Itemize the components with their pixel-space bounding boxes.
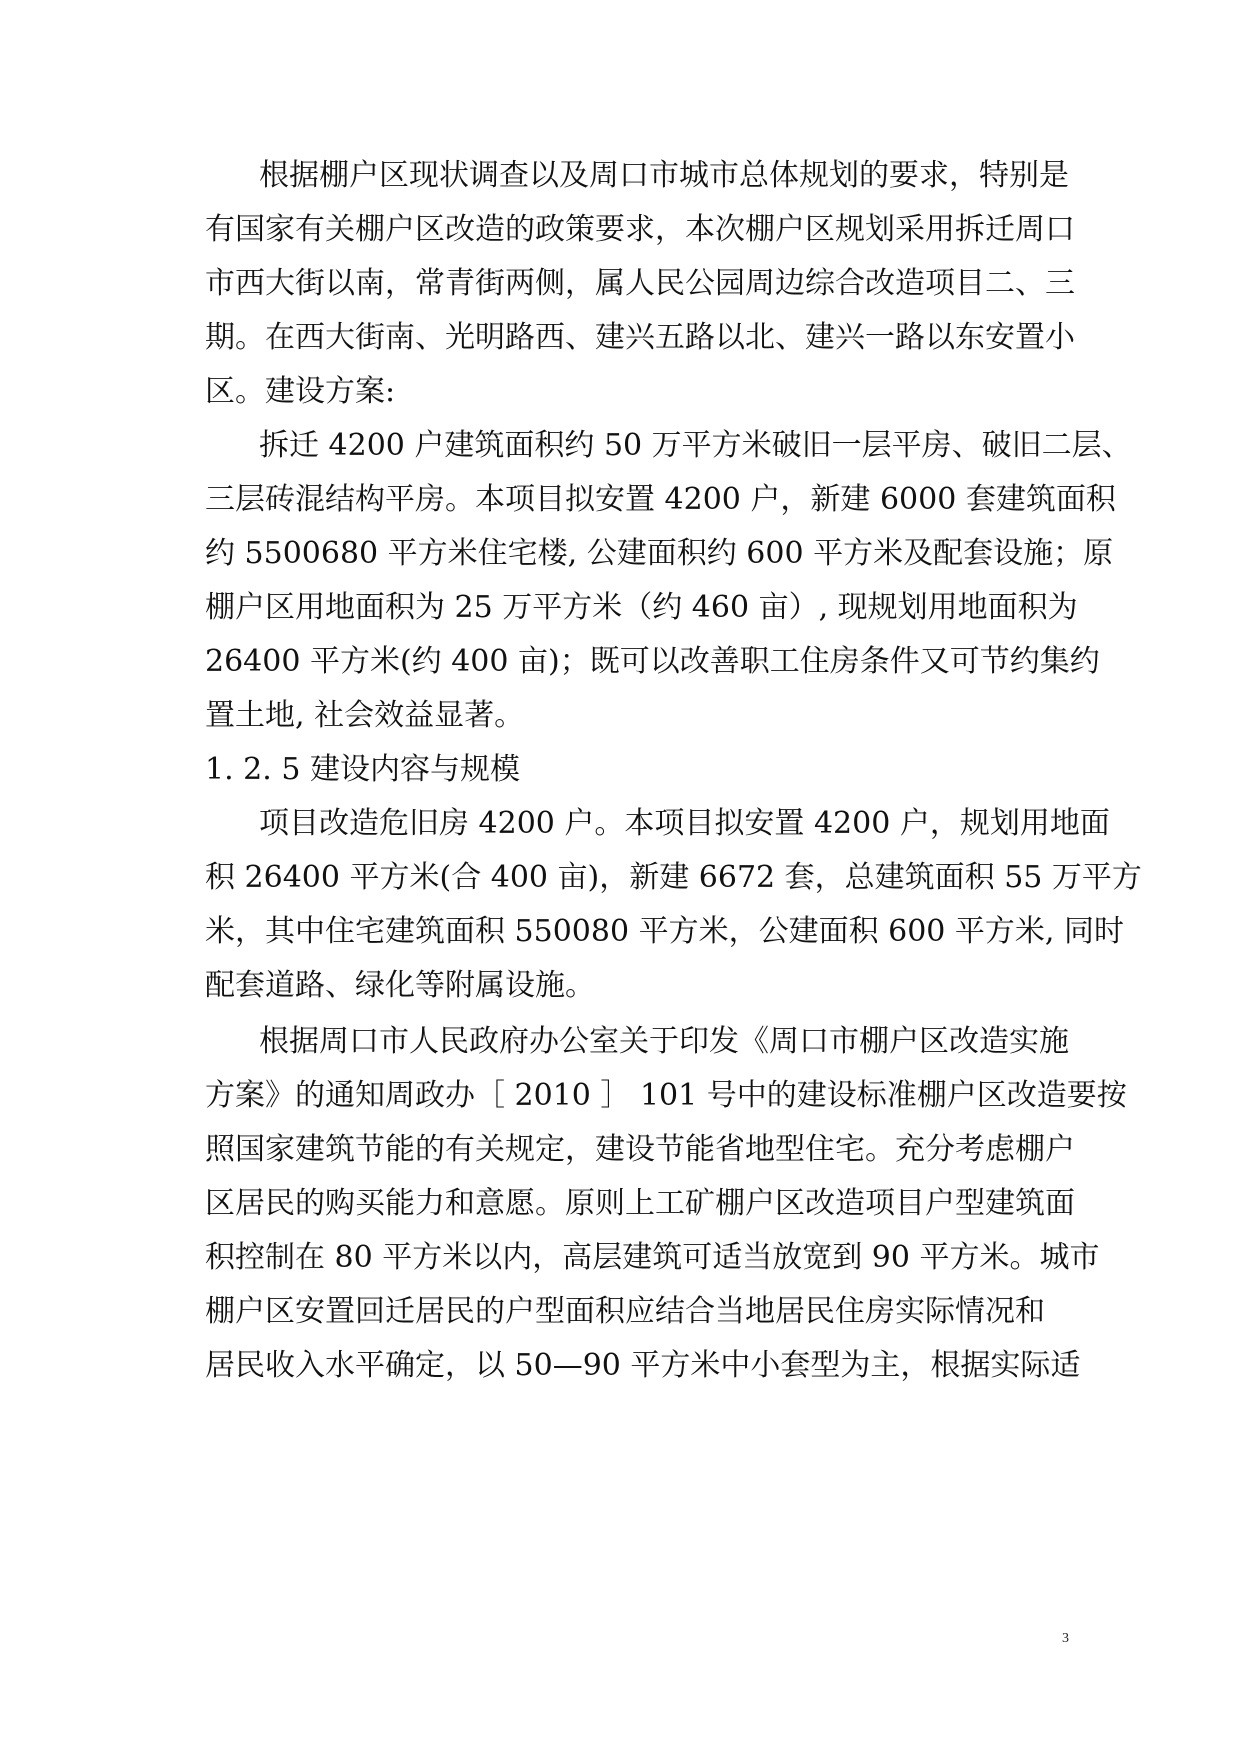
paragraph-4-line-1: 根据周口市人民政府办公室关于印发《周口市棚户区改造实施 xyxy=(259,1024,1069,1059)
paragraph-4-line-2: 方案》的通知周政办［ 2010 ］ 101 号中的建设标准棚户区改造要按 xyxy=(205,1078,1127,1113)
paragraph-4-line-3: 照国家建筑节能的有关规定，建设节能省地型住宅。充分考虑棚户 xyxy=(205,1132,1075,1167)
paragraph-4-line-7: 居民收入水平确定，以 50—90 平方米中小套型为主，根据实际适 xyxy=(205,1348,1081,1383)
section-heading: 1. 2. 5 建设内容与规模 xyxy=(205,752,520,787)
page-number: 3 xyxy=(1062,1631,1069,1646)
paragraph-1-line-4: 期。在西大街南、光明路西、建兴五路以北、建兴一路以东安置小 xyxy=(205,320,1075,355)
paragraph-2-line-3: 约 5500680 平方米住宅楼, 公建面积约 600 平方米及配套设施；原 xyxy=(205,536,1114,571)
paragraph-2-line-1: 拆迁 4200 户建筑面积约 50 万平方米破旧一层平房、破旧二层、 xyxy=(259,428,1132,463)
paragraph-2-line-5: 26400 平方米(约 400 亩)；既可以改善职工住房条件又可节约集约 xyxy=(205,644,1100,679)
paragraph-1-line-2: 有国家有关棚户区改造的政策要求，本次棚户区规划采用拆迁周口 xyxy=(205,212,1075,247)
paragraph-3-line-1: 项目改造危旧房 4200 户。本项目拟安置 4200 户，规划用地面 xyxy=(259,806,1110,841)
paragraph-4-line-4: 区居民的购买能力和意愿。原则上工矿棚户区改造项目户型建筑面 xyxy=(205,1186,1075,1221)
paragraph-4-line-6: 棚户区安置回迁居民的户型面积应结合当地居民住房实际情况和 xyxy=(205,1294,1045,1329)
paragraph-2-line-4: 棚户区用地面积为 25 万平方米（约 460 亩）, 现规划用地面积为 xyxy=(205,590,1078,625)
paragraph-4-line-5: 积控制在 80 平方米以内，高层建筑可适当放宽到 90 平方米。城市 xyxy=(205,1240,1100,1275)
paragraph-1-line-3: 市西大街以南，常青街两侧，属人民公园周边综合改造项目二、三 xyxy=(205,266,1075,301)
paragraph-1-line-1: 根据棚户区现状调查以及周口市城市总体规划的要求，特别是 xyxy=(259,158,1069,193)
paragraph-3-line-3: 米，其中住宅建筑面积 550080 平方米，公建面积 600 平方米, 同时 xyxy=(205,914,1124,949)
paragraph-3-line-2: 积 26400 平方米(合 400 亩)，新建 6672 套，总建筑面积 55 万平方 xyxy=(205,860,1142,895)
paragraph-2-line-2: 三层砖混结构平房。本项目拟安置 4200 户，新建 6000 套建筑面积 xyxy=(205,482,1116,517)
paragraph-3-line-4: 配套道路、绿化等附属设施。 xyxy=(205,968,595,1003)
paragraph-2-line-6: 置土地, 社会效益显著。 xyxy=(205,698,525,733)
paragraph-1-line-5: 区。建设方案: xyxy=(205,374,396,409)
